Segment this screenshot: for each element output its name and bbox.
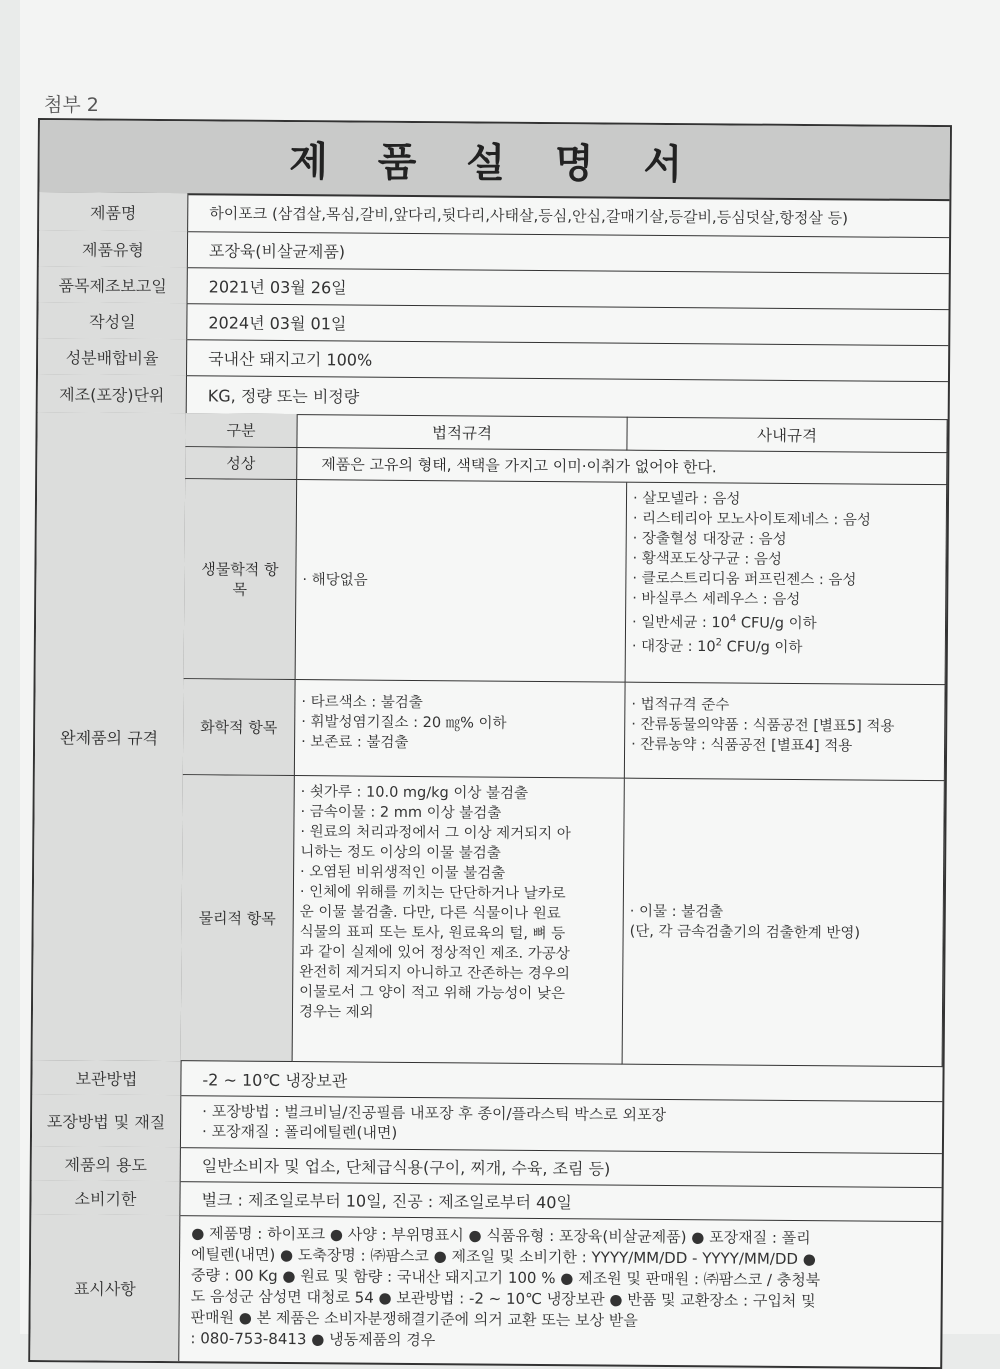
labeling-line: 에틸렌(내면) ● 도축장명 : ㈜팜스코 ● 제조일 및 소비기한 : YYYY/MM/DD - YYYY/MM/DD ●	[191, 1245, 816, 1269]
label-expiry: 소비기한	[31, 1180, 180, 1215]
phys-legal-line: 니하는 정도 이상의 이물 불검출	[300, 844, 501, 862]
phys-legal-line: 이물로서 그 양이 적고 위해 가능성이 낮은	[299, 984, 565, 1003]
labeling-line: 판매원 ● 본 제품은 소비자분쟁해결기준에 의거 교환 또는 보상 받을	[190, 1308, 638, 1330]
label-physical: 물리적 항목	[181, 775, 295, 1062]
value-storage: -2 ~ 10℃ 냉장보관	[202, 1069, 348, 1090]
label-finished-product-spec: 완제품의 규격	[33, 412, 187, 1062]
label-usage: 제품의 용도	[32, 1146, 181, 1181]
phys-legal-line: · 인체에 위해를 끼치는 단단하거나 날카로	[299, 884, 566, 903]
bio-internal-item-coliform: · 대장균 : $10^2$ CFU/g 이하	[631, 637, 803, 656]
document-title: 제 품 설 명 서	[289, 138, 701, 188]
bio-internal-item: · 클로스트리디움 퍼프린젠스 : 음성	[632, 570, 857, 589]
phys-legal-line: · 쇳가루 : 10.0 mg/kg 이상 불검출	[300, 784, 529, 802]
list-chemical-legal	[295, 680, 626, 779]
value-unit: KG, 정량 또는 비정량	[207, 385, 360, 407]
labeling-line: 중량 : 00 Kg ● 원료 및 함량 : 국내산 돼지고기 100 % ● 제조원 및 판매원 : ㈜팜스코 / 충청북	[190, 1266, 821, 1290]
attachment-label: 첨부 2	[44, 94, 99, 116]
phys-internal-item: · 이물 : 불검출	[629, 903, 724, 920]
bio-internal-item: · 살모넬라 : 음성	[632, 490, 741, 508]
value-composition: 국내산 돼지고기 100%	[208, 348, 373, 370]
chem-internal-item: · 잔류농약 : 식품공전 [별표4] 적용	[631, 736, 853, 755]
phys-legal-line: 식물의 표피 또는 토사, 원료육의 털, 뼈 등	[299, 924, 566, 943]
bio-internal-item: · 황색포도상구균 : 음성	[632, 550, 783, 568]
value-product-name: 하이포크 (삼겹살,목심,갈비,앞다리,뒷다리,사태살,등심,안심,갈매기살,등갈비,등심덧살,항정살 등)	[209, 203, 849, 227]
label-report-date: 품목제조보고일	[39, 266, 188, 303]
bio-internal-item-general-bacteria: · 일반세균 : $10^4$ CFU/g 이하	[631, 613, 817, 632]
value-usage: 일반소비자 및 업소, 단체급식용(구이, 찌개, 수육, 조림 등)	[201, 1155, 611, 1179]
value-report-date: 2021년 03월 26일	[208, 276, 347, 297]
label-product-name: 제품명	[39, 192, 188, 231]
labeling-line: : 080-753-8413 ● 냉동제품의 경우	[190, 1329, 436, 1350]
label-unit: 제조(포장)단위	[38, 374, 187, 413]
phys-legal-line: 운 이물 불검출. 다만, 다른 식물이나 원료	[299, 904, 561, 923]
list-physical-legal	[293, 776, 625, 1065]
chem-internal-item: · 법적규격 준수	[631, 696, 730, 714]
row-labeling	[30, 1214, 941, 1367]
label-labeling: 표시사항	[30, 1214, 180, 1361]
label-appearance: 성상	[185, 447, 297, 480]
label-storage: 보관방법	[32, 1060, 181, 1095]
chem-legal-item: · 보존료 : 불검출	[301, 734, 409, 751]
labeling-line: 도 음성군 삼성면 대청로 54 ● 보관방법 : -2 ~ 10℃ 냉장보관 ● 반품 및 교환장소 : 구입처 및	[190, 1287, 816, 1311]
phys-legal-line: · 원료의 처리과정에서 그 이상 제거되지 아	[300, 824, 571, 843]
list-physical-internal	[623, 779, 945, 1068]
value-written-date: 2024년 03월 01일	[208, 312, 347, 333]
value-appearance: 제품은 고유의 형태, 색택을 가지고 이미·이취가 없어야 한다.	[297, 448, 947, 485]
phys-legal-line: · 금속이물 : 2 mm 이상 불검출	[300, 804, 502, 822]
value-product-type: 포장육(비살균제품)	[208, 240, 346, 261]
value-labeling	[190, 1223, 931, 1355]
labeling-line: ● 제품명 : 하이포크 ● 사양 : 부위명표시 ● 식품유형 : 포장육(비살균제품) ● 포장재질 : 폴리	[191, 1224, 811, 1248]
phys-legal-line: 완전히 제거되지 아니하고 잔존하는 경우의	[299, 964, 570, 983]
header-legal-spec: 법적규격	[297, 414, 627, 451]
header-internal-spec: 사내규격	[627, 417, 947, 454]
label-chemical: 화학적 항목	[183, 679, 296, 776]
phys-internal-item: (단, 각 금속검출기의 검출한계 반영)	[629, 923, 861, 941]
document-title-bar	[39, 120, 950, 201]
value-biological-legal: · 해당없음	[296, 480, 628, 683]
label-product-type: 제품유형	[39, 230, 188, 267]
row-packaging	[32, 1094, 942, 1154]
header-category: 구분	[185, 413, 297, 448]
product-spec-document	[28, 118, 952, 1369]
chem-legal-item: · 타르색소 : 불검출	[301, 694, 423, 712]
bio-internal-item: · 바실루스 세레우스 : 음성	[632, 590, 801, 609]
value-expiry: 벌크 : 제조일로부터 10일, 진공 : 제조일로부터 40일	[201, 1189, 572, 1212]
bio-internal-item: · 리스테리아 모노사이토제네스 : 음성	[632, 510, 871, 529]
phys-legal-line: 과 같이 실제에 있어 정상적인 제조. 가공상	[299, 944, 570, 963]
phys-legal-line: · 오염된 비위생적인 이물 불검출	[300, 864, 506, 882]
label-composition: 성분배합비율	[38, 338, 187, 375]
list-chemical-internal	[625, 683, 946, 782]
list-biological-internal	[626, 483, 948, 686]
value-packaging	[202, 1095, 666, 1151]
label-packaging: 포장방법 및 재질	[32, 1094, 181, 1147]
packaging-material: · 포장재질 : 폴리에틸렌(내면)	[201, 1122, 398, 1142]
label-biological: 생물학적 항목	[184, 479, 298, 680]
chem-legal-item: · 휘발성염기질소 : 20 ㎎% 이하	[301, 714, 507, 732]
phys-legal-line: 경우는 제외	[298, 1004, 374, 1021]
label-written-date: 작성일	[38, 302, 187, 339]
packaging-method: · 포장방법 : 벌크비닐/진공필름 내포장 후 종이/플라스틱 박스로 외포장	[202, 1102, 667, 1124]
bio-internal-item: · 장출혈성 대장균 : 음성	[632, 530, 787, 548]
chem-internal-item: · 잔류동물의약품 : 식품공전 [별표5] 적용	[631, 716, 895, 735]
